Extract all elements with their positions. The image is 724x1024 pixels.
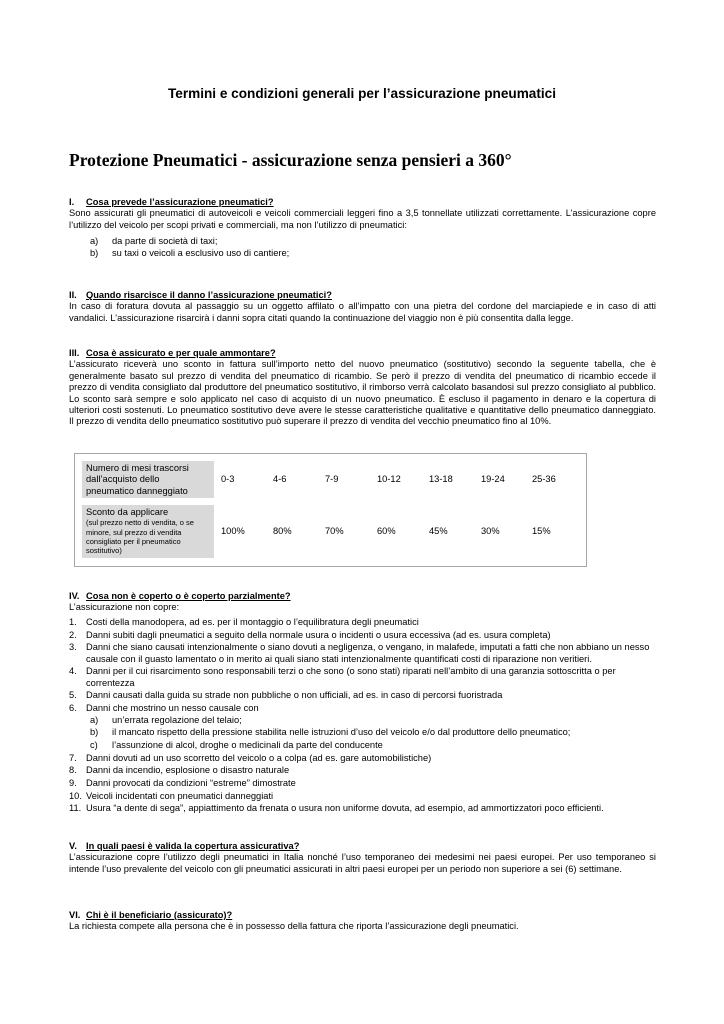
list-label: b) <box>90 247 99 258</box>
list-item <box>69 778 656 789</box>
list-text: Veicoli incidentati con pneumatici danneggiati <box>86 790 274 801</box>
discount-table <box>74 453 587 567</box>
section-2-text: In caso di foratura dovuta al passaggio su un oggetto affilato o all’impatto con una pietra del cordone del marciapiede e in caso di atti vandalici. L’assicurazione risarcirà i danni sopra citati quando la continuazione del viaggio non è più consentita dalla legge. <box>69 301 656 323</box>
list-label: 3. <box>69 642 77 653</box>
section-2 <box>69 290 656 324</box>
discount-cell: 60% <box>377 526 396 536</box>
section-1 <box>69 197 656 259</box>
list-item <box>69 642 656 665</box>
months-header-label: Numero di mesi trascorsi dall’acquisto dello pneumatico danneggiato <box>86 463 189 496</box>
list-label: 7. <box>69 752 77 763</box>
section-6 <box>69 910 656 933</box>
section-5-heading <box>69 841 656 852</box>
causal-sublist <box>86 715 656 752</box>
list-text: Danni che siano causati intenzionalmente o siano dovuti a negligenza, o vengano, in malafede, imputati a fatti che non abbiano un nesso causale con il guasto lamentato o in merito ai quali siano stati intenzionalmente quantificati costi di riparazione non veritieri. <box>86 642 650 664</box>
section-number: II. <box>69 290 77 300</box>
document-subtitle: Protezione Pneumatici - assicurazione senza pensieri a 360° <box>69 150 512 170</box>
list-text: Danni per il cui risarcimento sono responsabili terzi o che sono (o sono stati) riparati nell’ambito di una garanzia sottoscritta o per correntezza <box>86 666 616 688</box>
section-heading-text: Cosa prevede l’assicurazione pneumatici? <box>86 197 274 207</box>
list-text: l’assunzione di alcol, droghe o medicinali da parte del conducente <box>112 739 383 750</box>
months-cell: 4-6 <box>273 474 287 484</box>
section-5 <box>69 841 656 875</box>
months-header-cell <box>82 461 214 498</box>
list-label: 10. <box>69 790 82 801</box>
section-4-intro: L’assicurazione non copre: <box>69 602 180 613</box>
section-heading-text: In quali paesi è valida la copertura assicurativa? <box>86 841 300 851</box>
section-heading-text: Chi è il beneficiario (assicurato)? <box>86 910 233 920</box>
list-label: 11. <box>69 803 82 814</box>
months-cell: 25-36 <box>532 474 556 484</box>
sublist-item <box>86 727 656 738</box>
list-text: un’errata regolazione del telaio; <box>112 714 242 725</box>
months-cell: 7-9 <box>325 474 339 484</box>
section-heading-text: Quando risarcisce il danno l’assicurazione pneumatici? <box>86 290 332 300</box>
list-item <box>69 630 656 641</box>
section-number: V. <box>69 841 77 851</box>
list-text: Danni causati dalla guida su strade non pubbliche o non ufficiali, ad es. in caso di percorsi fuoristrada <box>86 690 503 701</box>
discount-cell: 80% <box>273 526 292 536</box>
section-heading-text: Cosa non è coperto o è coperto parzialmente? <box>86 591 291 601</box>
list-item <box>69 791 656 802</box>
section-number: IV. <box>69 591 80 601</box>
list-item <box>69 753 656 764</box>
section-number: I. <box>69 197 75 207</box>
section-1-list <box>69 236 656 259</box>
discount-cell: 15% <box>532 526 551 536</box>
list-item <box>69 617 656 628</box>
section-1-text: Sono assicurati gli pneumatici di autoveicoli e veicoli commerciali leggeri fino a 3,5 tonnellate utilizzati correttamente. L’assicurazione copre l’utilizzo del veicolo per scopi privati e commerciali, ma non l’utilizzo di pneumatici: <box>69 208 656 230</box>
list-item <box>69 765 656 776</box>
discount-header-cell <box>82 505 214 558</box>
months-cell: 13-18 <box>429 474 453 484</box>
list-label: 2. <box>69 629 77 640</box>
section-heading-text: Cosa è assicurato e per quale ammontare? <box>86 348 276 358</box>
list-text: Danni subiti dagli pneumatici a seguito della normale usura o incidenti o usura eccessiva (ad es. usura completa) <box>86 629 551 640</box>
months-cell: 10-12 <box>377 474 401 484</box>
list-text: Costi della manodopera, ad es. per il montaggio o l’equilibratura degli pneumatici <box>86 616 419 627</box>
exclusions-list <box>69 617 656 815</box>
list-label: 4. <box>69 666 77 677</box>
section-2-heading <box>69 290 656 301</box>
list-label: 9. <box>69 778 77 789</box>
section-number: III. <box>69 348 80 358</box>
list-item <box>69 690 656 701</box>
discount-cell: 70% <box>325 526 344 536</box>
discount-cell: 100% <box>221 526 245 536</box>
list-item <box>69 703 656 751</box>
discount-cell: 45% <box>429 526 448 536</box>
months-cell: 0-3 <box>221 474 235 484</box>
months-cell: 19-24 <box>481 474 505 484</box>
sublist-item <box>86 715 656 726</box>
section-4 <box>69 591 656 816</box>
list-text: Danni da incendio, esplosione o disastro naturale <box>86 765 290 776</box>
list-item <box>69 236 656 247</box>
section-1-heading <box>69 197 656 208</box>
list-label: a) <box>90 714 99 725</box>
list-item <box>69 666 656 689</box>
section-4-heading <box>69 591 656 602</box>
section-5-text: L’assicurazione copre l’utilizzo degli pneumatici in Italia nonché l’uso temporaneo dei medesimi nei paesi europei. Per uso temporaneo si intende l’uso prevalente del veicolo con gli pneumatici assicurati in altri paesi europei per un periodo non superiore a sei (6) settimane. <box>69 852 656 874</box>
list-label: a) <box>90 236 99 247</box>
list-text: Danni provocati da condizioni “estreme” dimostrate <box>86 778 296 789</box>
discount-cell: 30% <box>481 526 500 536</box>
list-text: Danni dovuti ad un uso scorretto del veicolo o a colpa (ad es. gare automobilistiche) <box>86 752 432 763</box>
list-label: 6. <box>69 703 77 714</box>
section-6-heading <box>69 910 656 921</box>
section-3-text: L’assicurato riceverà uno sconto in fattura sull’importo netto del nuovo pneumatico (sostitutivo) secondo la seguente tabella, che è generalmente basato sul prezzo di vendita del pneumatico di ricambio. Se però il prezzo di vendita del pneumatico di ricambio eccede il prezzo di vendita consigliato dal produttore del pneumatico sostitutivo, il rimborso verrà calcolato basandosi sul prezzo consigliato al pubblico. Lo sconto sarà sempre e solo applicato nel caso di acquisto di un nuovo pneumatico. È escluso il pagamento in denaro e la copertura di ulteriori costi sostenuti. Lo pneumatico sostitutivo deve avere le stesse caratteristiche qualitative e quantitative dello pneumatico danneggiato. Il prezzo di vendita dello pneumatico sostitutivo può superare il prezzo di vendita del vecchio pneumatico fino al 10%. <box>69 359 656 427</box>
section-6-text: La richiesta compete alla persona che è in possesso della fattura che riporta l’assicurazione degli pneumatici. <box>69 921 519 932</box>
sublist-item <box>86 740 656 751</box>
list-text: su taxi o veicoli a esclusivo uso di cantiere; <box>112 247 290 258</box>
list-label: b) <box>90 727 99 738</box>
section-number: VI. <box>69 910 81 920</box>
list-label: c) <box>90 739 98 750</box>
section-3-heading <box>69 348 656 359</box>
list-text: Usura “a dente di sega”, appiattimento da frenata o usura non uniforme dovuta, ad esempio, ad ammortizzatori poco efficienti. <box>86 803 604 814</box>
list-text: il mancato rispetto della pressione stabilita nelle istruzioni d’uso del veicolo e/o dal produttore dello pneumatico; <box>112 727 571 738</box>
discount-header-label: Sconto da applicare <box>86 507 169 517</box>
list-label: 1. <box>69 616 77 627</box>
list-label: 8. <box>69 765 77 776</box>
document-title: Termini e condizioni generali per l’assicurazione pneumatici <box>167 86 557 101</box>
section-3 <box>69 348 656 428</box>
list-text: da parte di società di taxi; <box>112 236 218 247</box>
list-item <box>69 803 656 814</box>
list-label: 5. <box>69 690 77 701</box>
discount-header-note: (sul prezzo netto di vendita, o se minore, sul prezzo di vendita consigliato per il pneumatico sostitutivo) <box>86 518 194 556</box>
list-text: Danni che mostrino un nesso causale con <box>86 703 259 714</box>
list-item <box>69 248 656 259</box>
